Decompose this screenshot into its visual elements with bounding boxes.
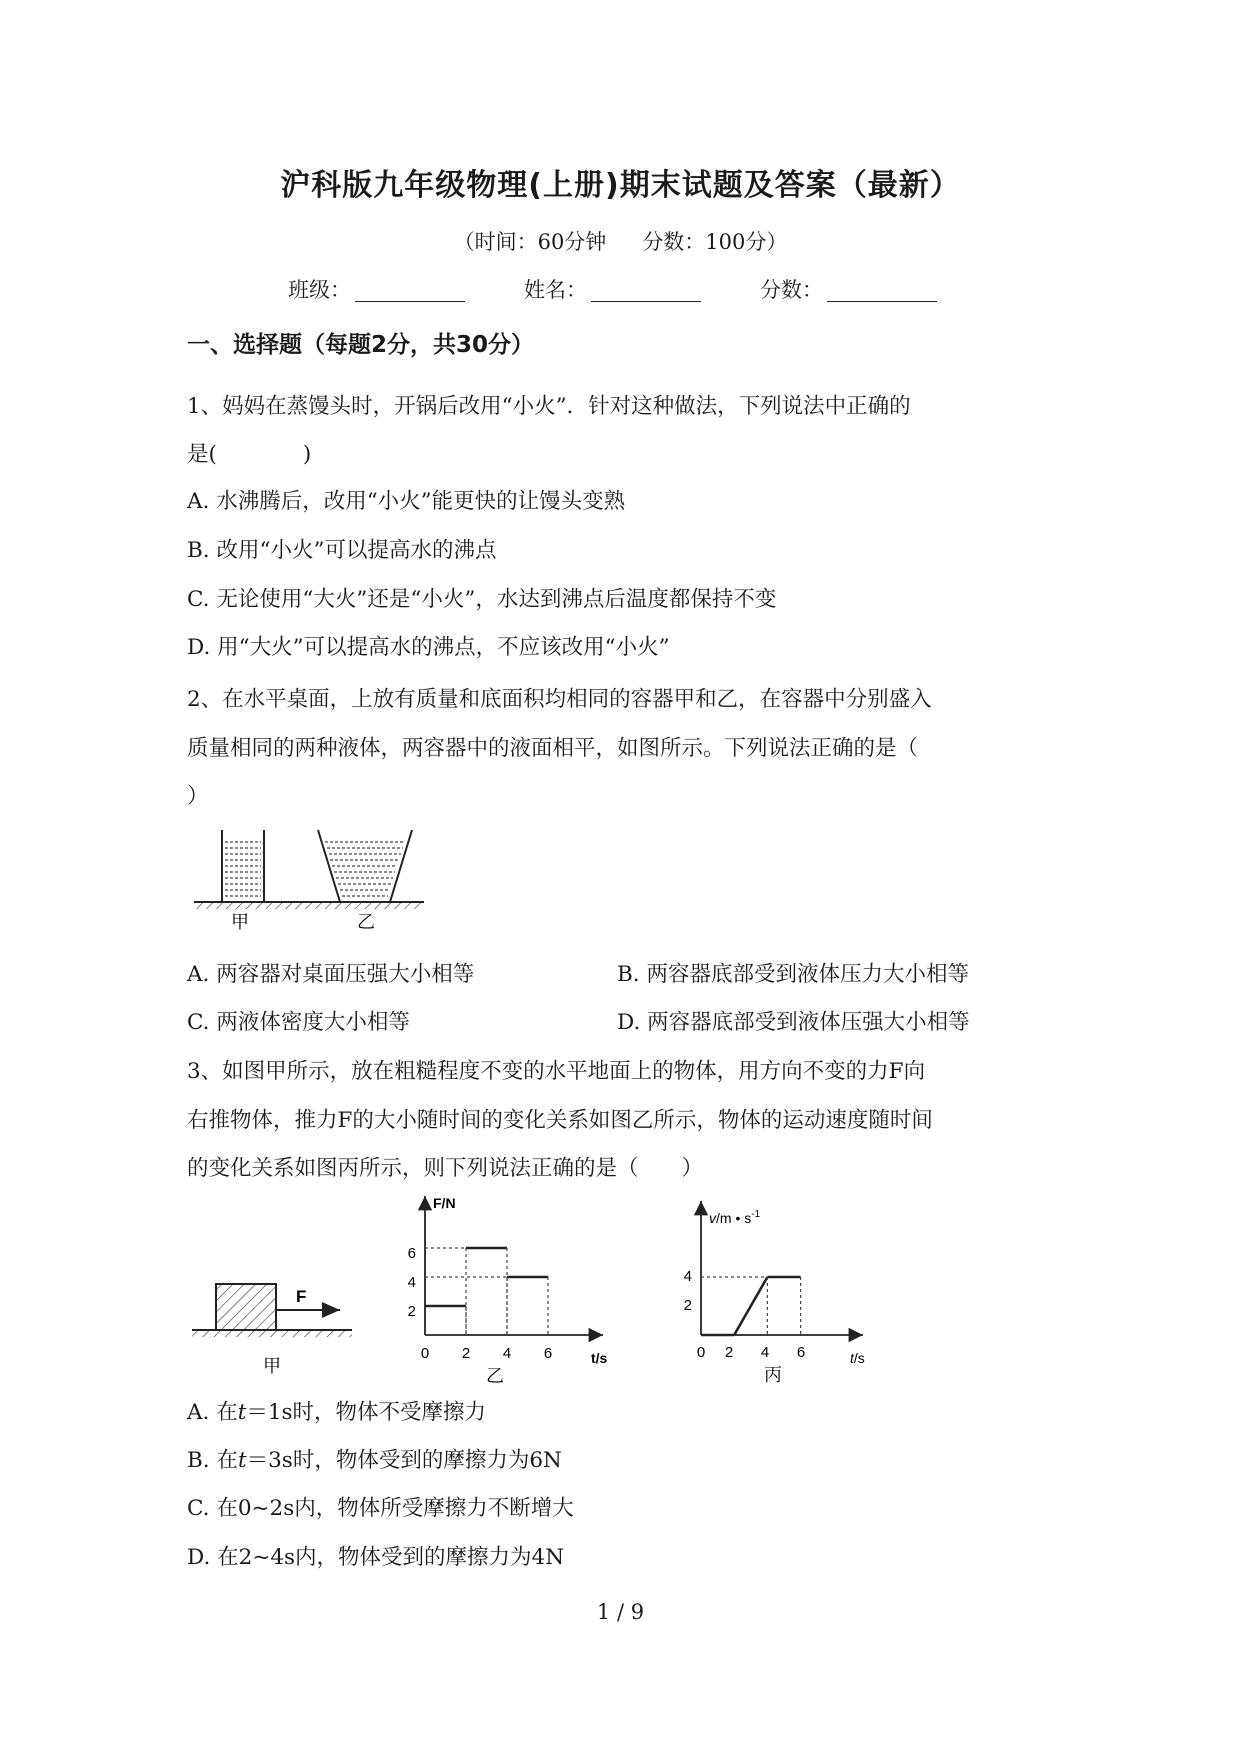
q2-option-b: B. 两容器底部受到液体压力大小相等 (617, 962, 969, 987)
q2-option-c: C. 两液体密度大小相等 (187, 1010, 410, 1035)
page-number: 1 / 9 (596, 1600, 645, 1624)
name-field (524, 274, 701, 304)
q1-option-a: A. 水沸腾后，改用“小火”能更快的让馒头变熟 (187, 489, 626, 514)
q2-option-d: D. 两容器底部受到液体压强大小相等 (617, 1010, 970, 1035)
q3-option-b-prefix: B. 在 (187, 1448, 238, 1473)
name-label: 姓名： (524, 278, 587, 302)
container-b-icon (318, 830, 412, 902)
y-tick-label: 6 (407, 1245, 416, 1262)
name-blank[interactable] (591, 279, 701, 302)
container-b-label: 乙 (357, 912, 375, 932)
q3-option-b-suffix: ＝3s时，物体受到的摩擦力为6N (246, 1448, 562, 1473)
x-axis-label: t/s (591, 1350, 608, 1366)
x-axis-unit: /s (853, 1350, 865, 1366)
block-figure (190, 1270, 360, 1380)
ground-surface (192, 1330, 352, 1337)
exam-total-score: 分数：100分） (642, 230, 788, 254)
q1-option-b: B. 改用“小火”可以提高水的沸点 (187, 538, 497, 563)
score-field (760, 274, 937, 304)
page-title: 沪科版九年级物理(上册)期末试题及答案（最新） (280, 168, 961, 203)
q3-option-a-suffix: ＝1s时，物体不受摩擦力 (246, 1400, 487, 1425)
x-tick-label: 6 (796, 1344, 806, 1361)
score-label: 分数： (760, 278, 823, 302)
force-label: F (296, 1287, 307, 1306)
y-axis-label: F/N (433, 1195, 456, 1211)
q3-option-d: D. 在2~4s内，物体受到的摩擦力为4N (187, 1545, 565, 1570)
y-axis-label (709, 1209, 761, 1226)
q2-stem-line1: 2、在水平桌面，上放有质量和底面积均相同的容器甲和乙，在容器中分别盛入 (187, 687, 932, 712)
q3-option-a-prefix: A. 在 (187, 1400, 238, 1425)
y-tick-label: 4 (683, 1268, 692, 1285)
q3-stem-line3: 的变化关系如图丙所示，则下列说法正确的是（ ） (187, 1156, 704, 1181)
section-heading: 一、选择题（每题2分，共30分） (187, 332, 535, 358)
q1-stem-line1: 1、妈妈在蒸馒头时，开锅后改用“小火”．针对这种做法，下列说法中正确的 (187, 394, 911, 419)
q3-stem-line1: 3、如图甲所示，放在粗糙程度不变的水平地面上的物体，用方向不变的力F向 (187, 1059, 926, 1084)
block-icon (216, 1284, 276, 1330)
q1-option-c: C. 无论使用“大火”还是“小火”，水达到沸点后温度都保持不变 (187, 587, 777, 612)
q3-option-b-var: t (237, 1448, 247, 1473)
series-segment (734, 1277, 767, 1335)
container-a-icon (222, 830, 264, 902)
q3-option-a-var: t (237, 1400, 247, 1425)
q2-option-a: A. 两容器对桌面压强大小相等 (187, 962, 475, 987)
exam-info (0, 226, 1241, 256)
block-caption: 甲 (263, 1356, 281, 1376)
x-tick-label: 4 (502, 1345, 512, 1362)
x-tick-label: 6 (543, 1345, 553, 1362)
y-axis-var: v (709, 1210, 716, 1226)
q1-stem-line2: 是( ) (187, 442, 312, 467)
q2-stem-line2: 质量相同的两种液体，两容器中的液面相平，如图所示。下列说法正确的是（ (187, 736, 919, 761)
y-tick-label: 4 (407, 1274, 416, 1291)
x-axis-label (850, 1350, 865, 1366)
x-tick-label: 4 (760, 1344, 770, 1361)
container-a-label: 甲 (231, 912, 249, 932)
x-tick-label: 0 (420, 1345, 430, 1362)
class-blank[interactable] (355, 279, 465, 302)
y-axis-unit: /m • s (716, 1210, 752, 1226)
velocity-time-graph (673, 1195, 883, 1385)
y-tick-label: 2 (683, 1297, 692, 1314)
y-axis-exponent: -1 (751, 1209, 761, 1220)
x-axis-var: t (850, 1350, 854, 1366)
containers-figure (190, 826, 430, 934)
force-time-graph (395, 1188, 625, 1388)
q3-stem-line2: 右推物体，推力F的大小随时间的变化关系如图乙所示，物体的运动速度随时间 (187, 1108, 933, 1133)
x-tick-label: 2 (461, 1345, 471, 1362)
x-tick-label: 2 (724, 1344, 734, 1361)
ground-surface (194, 902, 424, 909)
exam-time: （时间：60分钟 (453, 230, 607, 254)
q1-option-d: D. 用“大火”可以提高水的沸点，不应该改用“小火” (187, 635, 670, 660)
velocity-graph-caption: 丙 (764, 1365, 782, 1385)
y-tick-label: 2 (407, 1303, 416, 1320)
x-tick-label: 0 (696, 1344, 706, 1361)
class-label: 班级： (288, 278, 351, 302)
force-graph-caption: 乙 (486, 1366, 504, 1386)
score-blank[interactable] (827, 279, 937, 302)
q3-option-c: C. 在0~2s内，物体所受摩擦力不断增大 (187, 1496, 574, 1521)
q2-stem-line3: ） (187, 784, 209, 809)
class-field (288, 274, 465, 304)
q3-option-a (187, 1395, 486, 1426)
q3-option-b (187, 1443, 562, 1474)
